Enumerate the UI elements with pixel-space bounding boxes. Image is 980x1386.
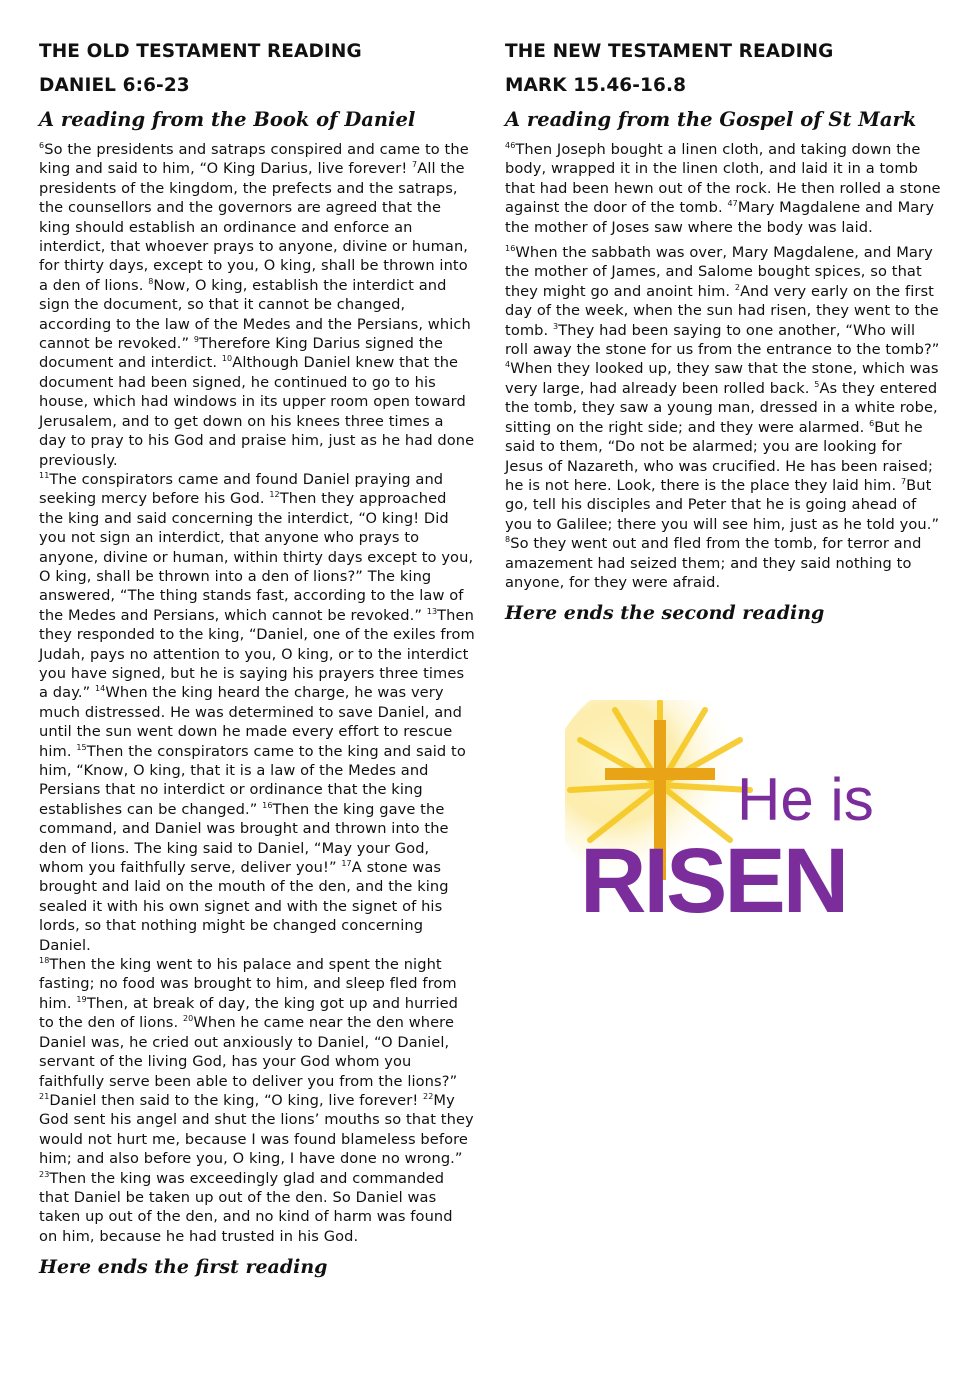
- verse-text: Then Joseph bought a linen cloth, and taking down the body, wrapped it in the linen cloth, and laid it in a tomb that had been hewn out of the rock. He then rolled a stone against the door of the tomb.: [505, 141, 941, 217]
- verse-number: 8: [148, 276, 154, 286]
- verse-number: 6: [39, 141, 45, 150]
- verse-number: 22: [423, 1091, 434, 1101]
- he-is-risen-logo: [565, 700, 885, 920]
- logo-line-he-is: He is: [737, 766, 874, 833]
- verse-number: 16: [262, 800, 273, 810]
- new-testament-ending: Here ends the second reading: [505, 602, 825, 625]
- old-testament-reference: DANIEL 6:6-23: [39, 75, 190, 96]
- verse-text: Mary Magdalene and Mary the mother of Joses saw where the body was laid.: [505, 199, 935, 236]
- verse-text: Then they responded to the king, “Daniel, one of the exiles from Judah, pays no attention to you, O king, or to the interdict you have signed, but he is saying his prayers three times a day.”: [39, 606, 475, 702]
- verse-text: Then the king was exceedingly glad and commanded that Daniel be taken up out of the den. So Daniel was taken up out of the den, and no kind of harm was found on him, because he had trusted in his God.: [39, 1169, 453, 1245]
- new-testament-reference: MARK 15.46-16.8: [505, 75, 687, 96]
- verse-text: All the presidents of the kingdom, the prefects and the satraps, the counsellors and the governors are agreed that the king should establish an ordinance and enforce an interdict, that whoever prays to anyone, divine or human, for thirty days, except to you, O king, shall be thrown into a den of lions.: [39, 160, 469, 294]
- verse-number: 47: [727, 199, 738, 209]
- verse-number: 17: [341, 859, 352, 869]
- verse-number: 11: [39, 470, 50, 480]
- paragraph: [39, 140, 475, 470]
- verse-text: Daniel then said to the king, “O king, live forever!: [49, 1091, 424, 1109]
- verse-text: Then they approached the king and said concerning the interdict, “O king! Did you not sign an interdict, that anyone who prays to anyone, divine or human, within thirty days except to you, O king, shall be thrown into a den of lions?” The king answered, “The thing stands fast, according to the law of the Medes and Persians, which cannot be revoked.”: [39, 490, 474, 624]
- verse-text: Then, at break of day, the king got up and hurried to the den of lions.: [39, 994, 459, 1032]
- old-testament-intro: A reading from the Book of Daniel: [39, 108, 416, 131]
- verse-text: My God sent his angel and shut the lions’ mouths so that they would not hurt me, because I was found blameless before him; and also before you, O king, I have done no wrong.”: [39, 1091, 474, 1168]
- verse-text: So they went out and fled from the tomb, for terror and amazement had seized them; and they said nothing to anyone, for they were afraid.: [505, 535, 922, 591]
- verse-number: 16: [505, 244, 516, 254]
- verse-number: 12: [269, 490, 280, 500]
- verse-text: When the sabbath was over, Mary Magdalene, and Mary the mother of James, and Salome bought spices, so that they might go and anoint him.: [505, 244, 933, 300]
- verse-number: 8: [505, 535, 511, 545]
- verse-number: 14: [94, 684, 106, 694]
- new-testament-text: [505, 140, 941, 592]
- verse-text: They had been saying to one another, “Who will roll away the stone for us from the entrance to the tomb?”: [505, 321, 940, 359]
- verse-text: When they looked up, they saw that the stone, which was very large, had already been rolled back.: [505, 360, 939, 397]
- verse-text: Although Daniel knew that the document had been signed, he continued to go to his house, which had windows in its upper room open toward Jerusalem, and to get down on his knees three times a day to pray to his God and praise him, just as he had done previously.: [39, 354, 475, 469]
- logo-line-risen: RISEN: [580, 830, 847, 920]
- verse-number: 7: [900, 476, 907, 486]
- verse-text: When he came near the den where Daniel was, he cried out anxiously to Daniel, “O Daniel, servant of the living God, has your God whom you faithfully serve been able to deliver you from the lions?”: [39, 1014, 458, 1090]
- verse-text: Therefore King Darius signed the document and interdict.: [39, 335, 443, 372]
- new-testament-heading: THE NEW TESTAMENT READING: [505, 41, 834, 62]
- verse-number: 5: [814, 379, 820, 389]
- verse-text: Then the king went to his palace and spent the night fasting; no food was brought to him, and sleep fled from him.: [39, 956, 457, 1012]
- verse-number: 46: [505, 141, 516, 150]
- verse-text: When the king heard the charge, he was very much distressed. He was determined to save Daniel, and until the sun went down he made every effort to rescue him.: [39, 684, 462, 760]
- verse-text: Now, O king, establish the interdict and sign the document, so that it cannot be changed, according to the law of the Medes and the Persians, which cannot be revoked.”: [39, 276, 471, 353]
- verse-number: 18: [39, 956, 50, 966]
- verse-number: 21: [39, 1091, 50, 1101]
- verse-number: 3: [553, 321, 559, 331]
- verse-text: As they entered the tomb, they saw a young man, dressed in a white robe, sitting on the right side; and they were alarmed.: [505, 379, 938, 436]
- verse-text: But he said to them, “Do not be alarmed; you are looking for Jesus of Nazareth, who was crucified. He has been raised; he is not here. Look, there is the place they laid him.: [505, 418, 933, 494]
- paragraph: [39, 470, 475, 955]
- new-testament-column: [505, 40, 941, 624]
- verse-text: Then the conspirators came to the king and said to him, “Know, O king, that it is a law of the Medes and Persians that no interdict or ordinance that the king establishes can be changed.”: [39, 742, 466, 818]
- new-testament-intro: A reading from the Gospel of St Mark: [505, 108, 917, 131]
- verse-text: So the presidents and satraps conspired and came to the king and said to him, “O King Darius, live forever!: [39, 141, 469, 178]
- old-testament-ending: Here ends the first reading: [39, 1256, 328, 1279]
- verse-text: The conspirators came and found Daniel praying and seeking mercy before his God.: [39, 470, 444, 508]
- verse-text: And very early on the first day of the week, when the sun had risen, they went to the tomb.: [505, 282, 939, 339]
- paragraph: [505, 140, 941, 237]
- verse-number: 10: [221, 354, 233, 364]
- risen-cross-graphic: [565, 700, 885, 920]
- paragraph: [39, 955, 475, 1246]
- verse-text: Then the king gave the command, and Daniel was brought and thrown into the den of lions. The king said to Daniel, “May your God, whom you faithfully serve, deliver you!”: [39, 800, 449, 877]
- verse-number: 2: [734, 282, 741, 292]
- verse-number: 6: [869, 418, 875, 428]
- old-testament-text: [39, 140, 475, 1246]
- verse-text: But go, tell his disciples and Peter that he is going ahead of you to Galilee; there you will see him, just as he told you.”: [505, 476, 940, 533]
- verse-number: 13: [426, 606, 438, 616]
- verse-number: 4: [505, 360, 511, 370]
- verse-number: 9: [193, 335, 200, 345]
- old-testament-column: [39, 40, 475, 1278]
- old-testament-heading: THE OLD TESTAMENT READING: [39, 41, 362, 62]
- paragraph: [505, 243, 941, 592]
- verse-number: 19: [76, 994, 87, 1004]
- verse-number: 23: [39, 1169, 50, 1179]
- verse-text: A stone was brought and laid on the mouth of the den, and the king sealed it with his own signet and with the signet of his lords, so that nothing might be changed concerning Daniel.: [39, 859, 449, 954]
- verse-number: 15: [76, 742, 87, 752]
- verse-number: 20: [182, 1014, 194, 1024]
- verse-number: 7: [412, 160, 418, 170]
